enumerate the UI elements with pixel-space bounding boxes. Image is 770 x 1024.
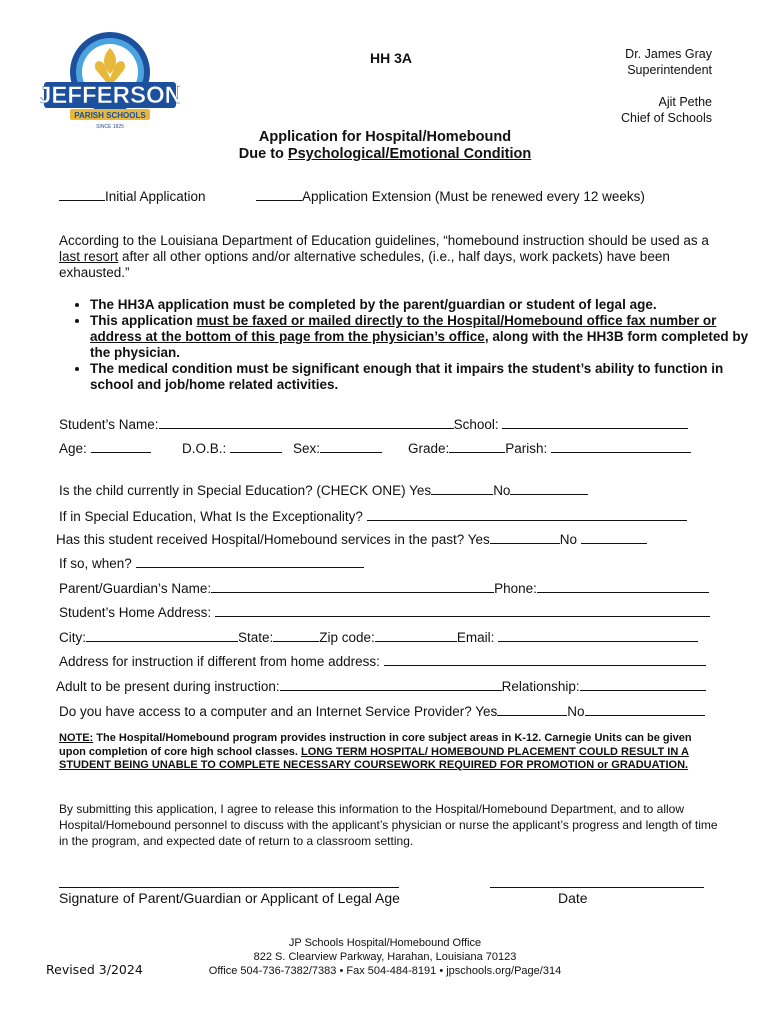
signature-field[interactable] xyxy=(59,887,399,888)
special-ed-label: Is the child currently in Special Education? (CHECK ONE) Yes xyxy=(59,483,432,498)
revision-date: Revised 3/2024 xyxy=(46,962,143,977)
footer-office: JP Schools Hospital/Homebound Office xyxy=(288,937,482,949)
parish-field[interactable] xyxy=(551,440,691,453)
administrator-block xyxy=(621,46,712,126)
svg-text:PARISH SCHOOLS: PARISH SCHOOLS xyxy=(74,111,146,120)
grade-field[interactable] xyxy=(449,440,505,453)
form-title xyxy=(0,129,770,163)
special-ed-no-label: No xyxy=(493,483,511,498)
exceptionality-label: If in Special Education, What Is the Exceptionality? xyxy=(59,509,363,524)
exceptionality-row xyxy=(59,508,687,524)
ldoe-guideline-quote xyxy=(59,233,709,281)
extension-checkline[interactable] xyxy=(256,188,302,201)
grade-label: Grade: xyxy=(408,441,450,456)
zip-field[interactable] xyxy=(375,629,457,642)
computer-access-no-field[interactable] xyxy=(585,703,705,716)
signature-label: Signature of Parent/Guardian or Applicant of Legal Age xyxy=(59,890,400,906)
phone-field[interactable] xyxy=(537,580,709,593)
requirement-2-underlined: must be faxed or mailed directly to the Hospital/Homebound office fax number or address at the bottom of this page from the physician’s office xyxy=(90,313,717,344)
title-condition: Psychological/Emotional Condition xyxy=(287,146,532,162)
email-field[interactable] xyxy=(498,629,698,642)
dob-row xyxy=(182,440,282,456)
state-label: State: xyxy=(238,630,274,645)
special-ed-yes-field[interactable] xyxy=(431,482,493,495)
special-ed-no-field[interactable] xyxy=(510,482,588,495)
state-field[interactable] xyxy=(273,629,319,642)
chief-name: Ajit Pethe xyxy=(658,95,712,109)
alt-address-row xyxy=(59,653,706,669)
initial-application-option[interactable] xyxy=(59,188,206,204)
home-address-field[interactable] xyxy=(215,604,710,617)
note-text: The Hospital/Homebound program provides instruction in core subject areas in K-12. Carnegie Units can be given upon completion of core high school classes. xyxy=(59,732,692,758)
title-line-2 xyxy=(0,146,770,163)
adult-present-row xyxy=(56,678,706,694)
parent-name-label: Parent/Guardian’s Name: xyxy=(59,581,212,596)
relationship-label: Relationship: xyxy=(501,679,580,694)
svg-text:SINCE 1825: SINCE 1825 xyxy=(96,124,124,130)
svg-text:JEFFERSON: JEFFERSON xyxy=(40,82,180,109)
footer-phone-fax: Office 504-736-7382/7383 • Fax 504-484-8191 • jpschools.org/Page/314 xyxy=(208,965,562,977)
prior-services-no-label: No xyxy=(559,532,578,547)
prior-services-label: Has this student received Hospital/Homebound services in the past? Yes xyxy=(56,532,490,547)
alt-address-label: Address for instruction if different from home address: xyxy=(59,654,380,669)
footer-address: 822 S. Clearview Parkway, Harahan, Louisiana 70123 xyxy=(253,951,517,963)
grade-parish-row xyxy=(408,440,691,456)
note-label: NOTE: xyxy=(59,732,94,744)
computer-access-no-label: No xyxy=(567,704,585,719)
requirement-item: • The medical condition must be significant enough that it impairs the student’s ability to function in school and job/home related activities. xyxy=(90,361,760,393)
sex-row xyxy=(293,440,382,456)
extension-application-option[interactable] xyxy=(256,188,645,204)
if-so-when-field[interactable] xyxy=(136,555,364,568)
student-name-row xyxy=(59,416,688,432)
age-row xyxy=(59,440,151,456)
requirement-2-suffix: , along with the HH3B form completed by the physician. xyxy=(90,329,749,360)
prior-services-yes-field[interactable] xyxy=(490,531,560,544)
home-address-row xyxy=(59,604,710,620)
sex-label: Sex: xyxy=(293,441,321,456)
zip-label: Zip code: xyxy=(319,630,375,645)
release-agreement: By submitting this application, I agree to release this information to the Hospital/Homebound Department, and to allow Hospital/Homebound personnel to discuss with the applicant’s physician or nurse the applicant’s progress and length of time in the program, and expected date of return to a classroom setting. xyxy=(59,802,718,848)
chief-title: Chief of Schools xyxy=(620,111,712,125)
initial-checkline[interactable] xyxy=(59,188,105,201)
city-label: City: xyxy=(59,630,86,645)
quote-text-2: after all other options and/or alternative schedules, (i.e., half days, work packets) have been exhausted.” xyxy=(59,249,670,280)
sex-field[interactable] xyxy=(320,440,382,453)
email-label: Email: xyxy=(456,630,495,645)
exceptionality-field[interactable] xyxy=(367,508,687,521)
computer-access-row xyxy=(59,703,705,719)
if-so-when-label: If so, when? xyxy=(59,556,132,571)
student-name-field[interactable] xyxy=(159,416,454,429)
school-field[interactable] xyxy=(502,416,688,429)
prior-services-row xyxy=(56,531,647,547)
title-prefix: Due to xyxy=(238,146,288,162)
computer-access-label: Do you have access to a computer and an Internet Service Provider? Yes xyxy=(59,704,498,719)
city-field[interactable] xyxy=(86,629,238,642)
title-line-1: Application for Hospital/Homebound xyxy=(258,129,512,145)
date-label: Date xyxy=(558,890,588,906)
prior-services-no-field[interactable] xyxy=(581,531,647,544)
student-name-label: Student’s Name: xyxy=(59,417,159,432)
requirement-2-prefix: This application xyxy=(90,313,197,328)
special-ed-row xyxy=(59,482,588,498)
dob-label: D.O.B.: xyxy=(182,441,227,456)
jefferson-parish-schools-logo xyxy=(40,26,180,134)
date-field[interactable] xyxy=(490,887,704,888)
school-label: School: xyxy=(453,417,499,432)
computer-access-yes-field[interactable] xyxy=(497,703,567,716)
if-so-when-row xyxy=(59,555,364,571)
note-warning: LONG TERM HOSPITAL/ HOMEBOUND PLACEMENT COULD RESULT IN A STUDENT BEING UNABLE TO COMPLETE NECESSARY COURSEWORK REQUIRED FOR PROMOTION or GRADUATION. xyxy=(59,745,689,771)
relationship-field[interactable] xyxy=(580,678,706,691)
city-state-zip-row xyxy=(59,629,698,645)
parish-label: Parish: xyxy=(505,441,548,456)
alt-address-field[interactable] xyxy=(384,653,706,666)
requirements-list xyxy=(56,297,760,393)
adult-present-label: Adult to be present during instruction: xyxy=(56,679,280,694)
age-field[interactable] xyxy=(91,440,151,453)
program-note xyxy=(59,732,715,773)
quote-text-1: According to the Louisiana Department of Education guidelines, “homebound instruction should be used as a xyxy=(59,233,709,248)
parent-name-field[interactable] xyxy=(211,580,494,593)
dob-field[interactable] xyxy=(230,440,282,453)
home-address-label: Student’s Home Address: xyxy=(59,605,212,620)
age-label: Age: xyxy=(59,441,87,456)
parent-name-row xyxy=(59,580,709,596)
requirement-item: • The HH3A application must be completed by the parent/guardian or student of legal age. xyxy=(90,297,760,313)
phone-label: Phone: xyxy=(494,581,537,596)
adult-present-field[interactable] xyxy=(280,678,502,691)
extension-application-label: Application Extension (Must be renewed every 12 weeks) xyxy=(302,189,645,204)
requirement-item xyxy=(90,313,760,361)
superintendent-name: Dr. James Gray xyxy=(625,47,712,61)
initial-application-label: Initial Application xyxy=(105,189,206,204)
form-code: HH 3A xyxy=(370,50,413,66)
superintendent-title: Superintendent xyxy=(627,63,712,77)
quote-last-resort: last resort xyxy=(59,249,119,264)
